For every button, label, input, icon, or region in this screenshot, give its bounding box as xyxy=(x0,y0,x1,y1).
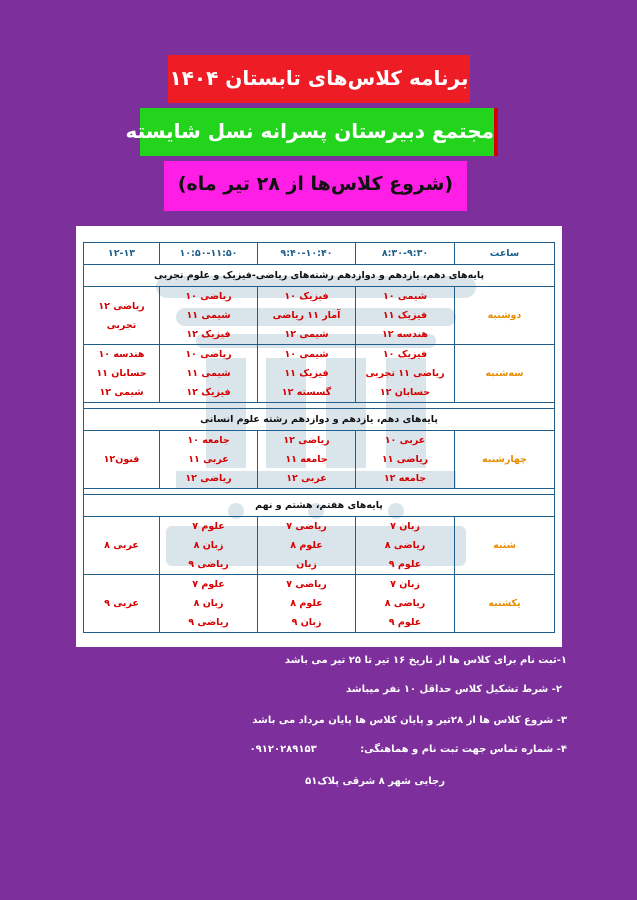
day-cell: سه‌شنبه xyxy=(455,345,555,403)
class-item: فیزیک ۱۱ xyxy=(382,310,428,321)
class-cell xyxy=(258,575,356,633)
class-item: علوم ۹ xyxy=(388,617,422,628)
class-item: شیمی ۱۱ xyxy=(186,368,231,379)
group-title: پایه‌های دهم، یازدهم و دوازدهم رشته علوم انسانی xyxy=(84,409,555,431)
class-item: ریاضی ۱۱ تجربی xyxy=(365,368,445,379)
day-cell: چهارشنبه xyxy=(455,431,555,489)
class-item: عربی ۸ xyxy=(104,540,139,551)
class-item: جامعه ۱۰ xyxy=(187,435,230,446)
class-cell xyxy=(84,287,160,345)
class-item: عربی ۱۲ xyxy=(286,473,327,484)
class-item: ریاضی ۱۲ xyxy=(283,435,330,446)
class-item: ریاضی ۱۲ xyxy=(185,473,232,484)
class-item: هندسه ۱۲ xyxy=(382,329,428,340)
class-cell xyxy=(258,517,356,575)
header-time-1: ۸:۳۰-۹:۳۰ xyxy=(356,243,455,265)
class-item: عربی ۹ xyxy=(104,598,139,609)
class-item: گسسته ۱۲ xyxy=(281,387,332,398)
phone-number[interactable]: ۰۹۱۲۰۲۸۹۱۵۳ xyxy=(249,744,317,755)
class-cell xyxy=(84,431,160,489)
note-minimum: ۲- شرط تشکیل کلاس حداقل ۱۰ نفر میباشد xyxy=(345,684,562,695)
schedule-sheet xyxy=(76,226,562,647)
class-cell xyxy=(84,575,160,633)
class-item: حسابان ۱۱ xyxy=(96,368,147,379)
class-item: فنون۱۲ xyxy=(103,454,140,465)
class-item: زبان ۹ xyxy=(291,617,322,628)
class-item: زبان ۸ xyxy=(193,540,224,551)
table-row xyxy=(84,287,555,345)
note-dates: ۳- شروع کلاس ها از ۲۸تیر و پایان کلاس ها پایان مرداد می باشد xyxy=(252,715,567,726)
address: رجایی شهر ۸ شرقی پلاک۵۱ xyxy=(305,776,445,787)
class-item: جامعه ۱۱ xyxy=(285,454,328,465)
note-contact-label: ۴- شماره تماس جهت ثبت نام و هماهنگی: xyxy=(360,744,567,755)
class-item: ریاضی ۱۲ تجربی xyxy=(98,300,145,331)
class-cell xyxy=(258,345,356,403)
table-row xyxy=(84,345,555,403)
day-cell: دوشنبه xyxy=(455,287,555,345)
class-item: شیمی ۱۰ xyxy=(284,349,329,360)
group-title: پایه‌های دهم، یازدهم و دوازدهم رشته‌های ریاضی-فیزیک و علوم تجربی xyxy=(84,265,555,287)
class-cell xyxy=(160,287,258,345)
class-item: ریاضی ۸ xyxy=(384,598,426,609)
start-date-banner: (شروع کلاس‌ها از ۲۸ تیر ماه) xyxy=(164,161,467,211)
class-cell xyxy=(356,575,455,633)
class-item: علوم ۹ xyxy=(388,559,422,570)
table-row xyxy=(84,517,555,575)
class-item: فیزیک ۱۰ xyxy=(284,291,329,302)
header-time-2: ۹:۴۰-۱۰:۴۰ xyxy=(258,243,356,265)
class-cell xyxy=(258,431,356,489)
header-time-3: ۱۰:۵۰-۱۱:۵۰ xyxy=(160,243,258,265)
class-cell xyxy=(84,345,160,403)
class-item: زبان ۷ xyxy=(390,579,420,590)
class-item: شیمی ۱۲ xyxy=(284,329,329,340)
class-item: آمار ۱۱ ریاضی xyxy=(272,310,341,321)
class-item: ریاضی ۸ xyxy=(384,540,426,551)
note-contact xyxy=(250,744,567,755)
class-item: هندسه ۱۰ xyxy=(98,349,145,360)
class-item: ریاضی ۱۰ xyxy=(185,291,232,302)
class-cell xyxy=(160,517,258,575)
class-item: جامعه ۱۲ xyxy=(383,473,427,484)
class-item: زبان ۷ xyxy=(390,521,420,532)
schedule-table xyxy=(83,242,555,633)
class-item: فیزیک ۱۰ xyxy=(382,349,428,360)
class-item: شیمی ۱۲ xyxy=(99,387,144,398)
class-item: علوم ۸ xyxy=(290,598,323,609)
class-item: علوم ۷ xyxy=(192,521,225,532)
class-item: ریاضی ۷ xyxy=(286,521,327,532)
class-item: ریاضی ۹ xyxy=(188,559,229,570)
class-cell xyxy=(160,431,258,489)
class-cell xyxy=(356,345,455,403)
class-cell xyxy=(356,287,455,345)
class-item: ریاضی ۷ xyxy=(286,579,327,590)
group-title: پایه‌های هفتم، هشتم و نهم xyxy=(84,495,555,517)
class-item: ریاضی ۱۱ xyxy=(381,454,429,465)
day-cell: شنبه xyxy=(455,517,555,575)
title-banner: برنامه کلاس‌های تابستان ۱۴۰۴ xyxy=(168,55,470,103)
class-item: فیزیک ۱۲ xyxy=(186,329,231,340)
class-item: زبان xyxy=(296,559,317,570)
day-cell: یکشنبه xyxy=(455,575,555,633)
table-row xyxy=(84,575,555,633)
class-cell xyxy=(160,345,258,403)
class-item: زبان ۸ xyxy=(193,598,224,609)
class-item: حسابان ۱۲ xyxy=(379,387,431,398)
class-cell xyxy=(84,517,160,575)
table-row xyxy=(84,431,555,489)
class-item: شیمی ۱۰ xyxy=(382,291,428,302)
class-cell xyxy=(160,575,258,633)
school-banner: مجتمع دبیرستان پسرانه نسل شایسته xyxy=(140,108,494,156)
class-cell xyxy=(258,287,356,345)
class-item: عربی ۱۰ xyxy=(384,435,426,446)
table-header-row xyxy=(84,243,555,265)
class-item: فیزیک ۱۲ xyxy=(186,387,231,398)
class-item: ریاضی ۹ xyxy=(188,617,229,628)
class-item: ریاضی ۱۰ xyxy=(185,349,232,360)
class-item: علوم ۷ xyxy=(192,579,225,590)
class-item: علوم ۸ xyxy=(290,540,323,551)
class-item: فیزیک ۱۱ xyxy=(284,368,329,379)
class-item: شیمی ۱۱ xyxy=(186,310,231,321)
header-time-4: ۱۲-۱۳ xyxy=(84,243,160,265)
class-item: عربی ۱۱ xyxy=(188,454,229,465)
class-cell xyxy=(356,517,455,575)
note-registration: ۱-ثبت نام برای کلاس ها از تاریخ ۱۶ تیر تا ۲۵ تیر می باشد xyxy=(284,655,567,666)
class-cell xyxy=(356,431,455,489)
header-day: ساعت xyxy=(455,243,555,265)
